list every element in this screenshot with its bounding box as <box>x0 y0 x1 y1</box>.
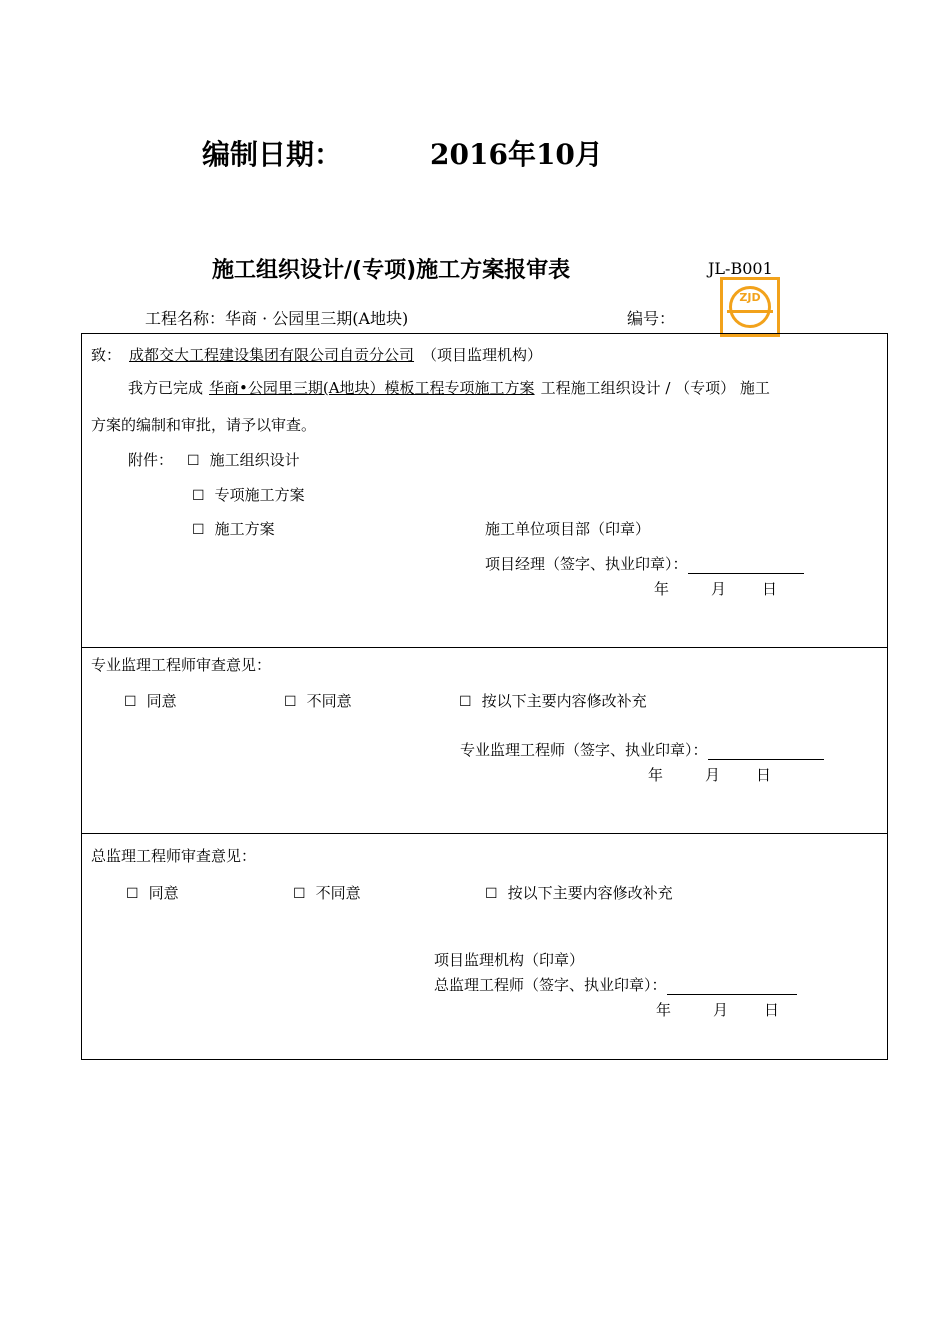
chief-review-section <box>81 833 888 1060</box>
engineer-signature-label: 专业监理工程师（签字、执业印章）： <box>460 741 708 759</box>
specialist-heading: 专业监理工程师审查意见： <box>91 656 272 674</box>
attachment-label: 施工方案 <box>214 520 275 538</box>
number-label: 编号： <box>627 309 676 328</box>
checkbox-icon[interactable]: ☐ <box>459 694 472 710</box>
chief-signature-label: 总监理工程师（签字、执业印章）： <box>434 976 667 994</box>
compile-date-value: 2016年10月 <box>430 138 603 171</box>
date-month: 月 <box>705 766 721 784</box>
attachment-item[interactable] <box>192 484 305 505</box>
option-disagree[interactable] <box>293 882 361 903</box>
option-disagree-label: 不同意 <box>306 692 352 710</box>
checkbox-icon[interactable]: ☐ <box>124 694 137 710</box>
body-line-1 <box>128 377 770 398</box>
body-line-2: 方案的编制和审批，请予以审查。 <box>91 416 317 434</box>
attachment-item[interactable] <box>187 449 300 470</box>
option-modify[interactable] <box>459 690 647 711</box>
option-agree[interactable] <box>124 690 177 711</box>
date-month: 月 <box>713 1001 729 1019</box>
chief-heading: 总监理工程师审查意见： <box>91 847 257 865</box>
date-year: 年 <box>648 766 664 784</box>
supervision-org-stamp: 项目监理机构（印章） <box>434 951 585 969</box>
recipient-name: 成都交大工程建设集团有限公司自贡分公司 <box>129 346 415 364</box>
checkbox-icon[interactable]: ☐ <box>485 886 498 902</box>
manager-signature-label: 项目经理（签字、执业印章）： <box>485 555 688 573</box>
date-month: 月 <box>711 580 727 598</box>
option-agree[interactable] <box>126 882 179 903</box>
form-title: 施工组织设计/(专项)施工方案报审表 <box>212 258 571 283</box>
recipient-suffix: （项目监理机构） <box>422 346 543 364</box>
checkbox-icon[interactable]: ☐ <box>187 453 200 469</box>
zjd-stamp-logo <box>720 277 780 337</box>
checkbox-icon[interactable]: ☐ <box>126 886 139 902</box>
checkbox-icon[interactable]: ☐ <box>192 522 205 538</box>
attachment-item[interactable] <box>192 518 275 539</box>
chief-signature-field[interactable] <box>667 980 797 995</box>
option-modify[interactable] <box>485 882 673 903</box>
engineer-signature-line <box>460 739 824 760</box>
form-code: JL-B001 <box>708 259 773 278</box>
stamp-text: ZJD <box>739 291 761 304</box>
option-disagree-label: 不同意 <box>315 884 361 902</box>
attachments-label: 附件： <box>128 451 174 469</box>
checkbox-icon[interactable]: ☐ <box>293 886 306 902</box>
date-year: 年 <box>656 1001 672 1019</box>
section1-date <box>654 578 777 599</box>
attachment-label: 专项施工方案 <box>214 486 305 504</box>
stamp-bar <box>727 310 773 313</box>
option-modify-label: 按以下主要内容修改补充 <box>507 884 673 902</box>
checkbox-icon[interactable]: ☐ <box>192 488 205 504</box>
date-year: 年 <box>654 580 670 598</box>
option-agree-label: 同意 <box>148 884 179 902</box>
specialist-review-section <box>81 647 888 834</box>
checkbox-icon[interactable]: ☐ <box>284 694 297 710</box>
date-day: 日 <box>764 1001 780 1019</box>
body-suffix: 工程施工组织设计 / （专项） 施工 <box>540 379 770 397</box>
attachment-label: 施工组织设计 <box>209 451 300 469</box>
project-name: 工程名称：华商 · 公园里三期(A地块) <box>145 309 409 328</box>
section2-date <box>648 764 771 785</box>
option-modify-label: 按以下主要内容修改补充 <box>481 692 647 710</box>
body-project: 华商•公园里三期(A地块）模板工程专项施工方案 <box>209 379 535 397</box>
manager-signature-line <box>485 553 804 574</box>
manager-signature-field[interactable] <box>688 559 804 574</box>
submission-section <box>81 333 888 648</box>
recipient-prefix: 致： <box>91 346 122 364</box>
section3-date <box>656 999 779 1020</box>
engineer-signature-field[interactable] <box>708 745 824 760</box>
date-day: 日 <box>762 580 778 598</box>
compile-date-label: 编制日期： <box>202 138 343 171</box>
contractor-stamp-label: 施工单位项目部（印章） <box>485 520 651 538</box>
chief-signature-line <box>434 974 797 995</box>
date-day: 日 <box>756 766 772 784</box>
body-prefix: 我方已完成 <box>128 379 204 397</box>
recipient-line <box>91 344 542 365</box>
option-agree-label: 同意 <box>146 692 177 710</box>
option-disagree[interactable] <box>284 690 352 711</box>
compile-date <box>202 133 603 173</box>
